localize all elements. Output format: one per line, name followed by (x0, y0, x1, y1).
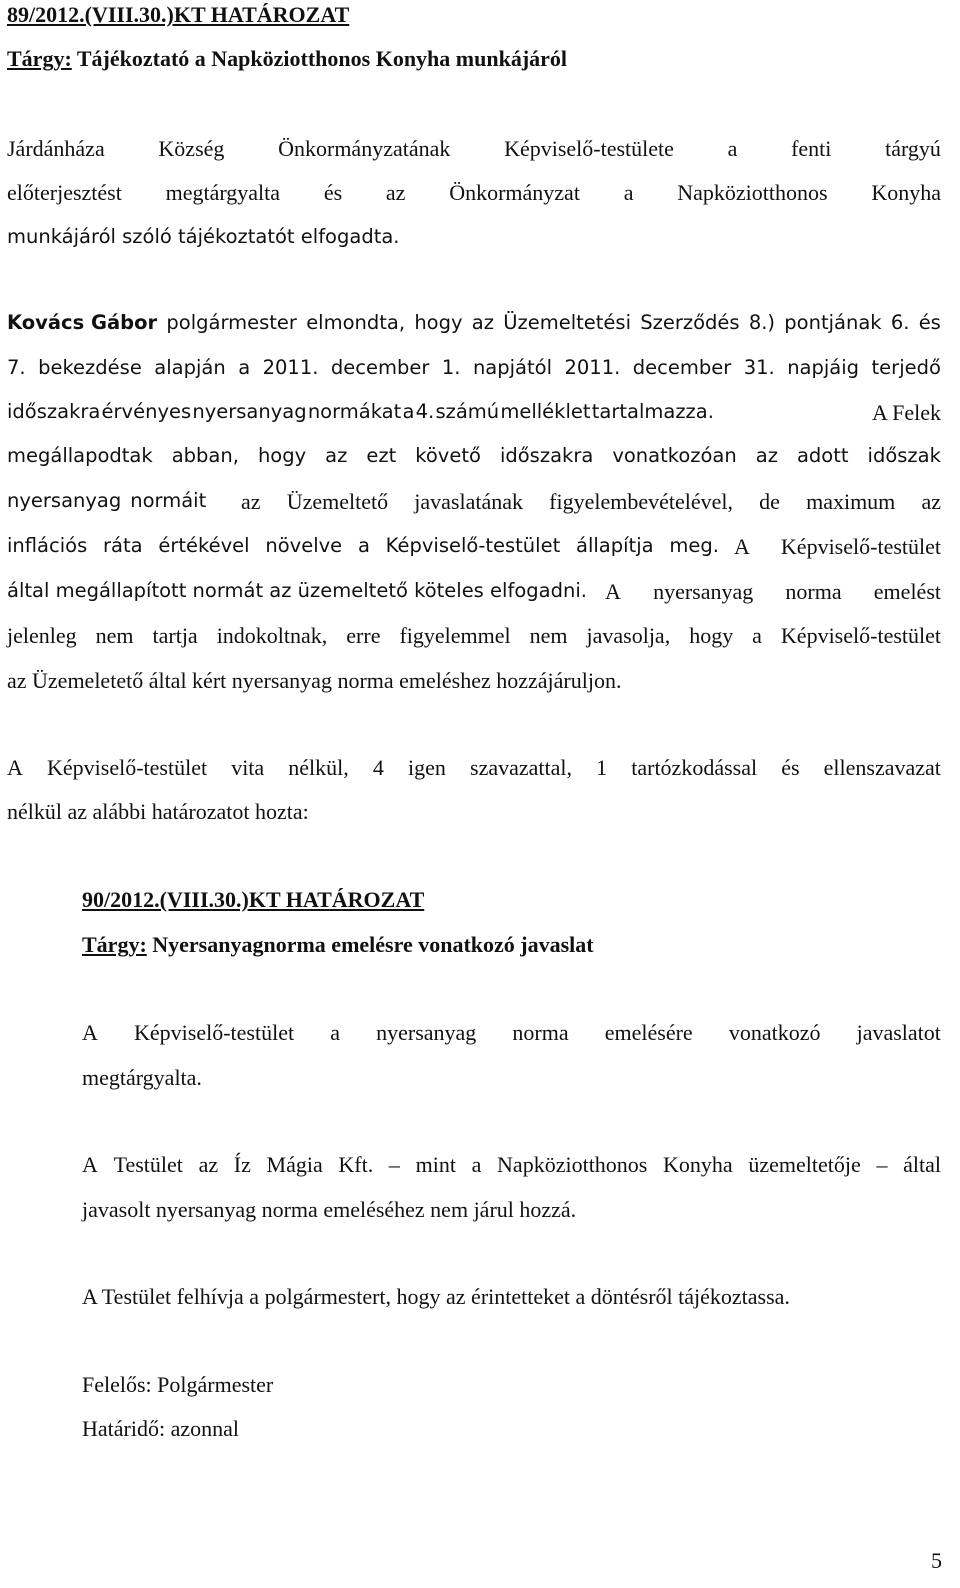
word: norma (785, 579, 842, 604)
word: tartalmazza. (591, 400, 714, 423)
word: Önkormányzatának (278, 136, 451, 161)
word: az (241, 489, 261, 514)
vote-line-1 (7, 755, 941, 781)
word: Község (158, 136, 225, 161)
word: vonatkozóan (612, 444, 737, 467)
deadline-line: Határidő: azonnal (82, 1416, 239, 1441)
word: javasolja, (586, 623, 671, 648)
word: a (727, 136, 738, 161)
resolution-1-subject (7, 46, 567, 72)
word: nem (529, 623, 568, 648)
word: 1. (441, 356, 461, 379)
word: az (755, 444, 778, 467)
word: meg. (669, 534, 719, 557)
report-line-7-sans: által megállapított normát az üzemeltető köteles elfogadni. (7, 579, 587, 602)
word: ellenszavazat (823, 755, 941, 780)
resolution-2-subject-text: Nyersanyagnorma emelésre vonatkozó javaslat (152, 932, 594, 957)
word: az (471, 311, 494, 334)
report-line-2 (7, 356, 941, 379)
word: 8.) (748, 311, 776, 334)
word: adott (796, 444, 849, 467)
word: és (918, 311, 941, 334)
word: erre (346, 623, 381, 648)
word: A (7, 755, 23, 780)
word: állapítja (576, 534, 654, 557)
word: elmondta, (306, 311, 406, 334)
word: vonatkozó (728, 1020, 821, 1045)
resolution-1-subject-text: Tájékoztató a Napköziotthonos Konyha munkájáról (76, 46, 568, 71)
word: a (623, 180, 634, 205)
word: – (876, 1152, 888, 1177)
word: a (238, 356, 251, 379)
report-line-3-serif: A Felek (871, 400, 941, 425)
word: A (82, 1152, 98, 1177)
word: Szerződés (640, 311, 740, 334)
word: 7. (7, 356, 26, 379)
word: alapján (154, 356, 226, 379)
word: tárgyú (885, 136, 941, 161)
word: az (385, 180, 406, 205)
word: érvényes (101, 400, 192, 423)
word: Képviselő-testülete (504, 136, 674, 161)
word: 6. (890, 311, 910, 334)
word: és (323, 180, 343, 205)
word: emelést (873, 579, 941, 604)
resolution-2-paragraph-1-line-2: megtárgyalta. (82, 1065, 202, 1090)
word: időszakra (7, 400, 101, 423)
word: az (921, 489, 941, 514)
resolution-1-body-line-2 (7, 180, 941, 206)
word: követő (415, 444, 481, 467)
word: december (330, 356, 430, 379)
word: javaslatának (414, 489, 523, 514)
word: Képviselő-testület (47, 755, 208, 780)
word: Konyha (663, 1152, 733, 1177)
word: megtárgyalta (165, 180, 281, 205)
word: 4. (415, 400, 435, 423)
word: Íz (233, 1152, 251, 1177)
word: Napköziotthonos (677, 180, 828, 205)
report-line-5 (7, 489, 941, 515)
word: inflációs (7, 534, 88, 557)
word: időszakra (499, 444, 594, 467)
word: nyersanyag (376, 1020, 477, 1045)
word: fenti (791, 136, 832, 161)
word: polgármester (166, 311, 297, 334)
word: hogy (689, 623, 734, 648)
word: a (402, 400, 415, 423)
word: 4 (372, 755, 384, 780)
word: Üzemeltetési (503, 311, 631, 334)
word: ráta (103, 534, 143, 557)
word: figyelemmel (399, 623, 511, 648)
word: nyersanyag (7, 489, 122, 512)
report-line-3-sans (7, 400, 714, 426)
report-line-1 (7, 311, 941, 334)
word: jelenleg (7, 623, 77, 648)
word: az (198, 1152, 219, 1177)
word: Járdánháza (7, 136, 105, 161)
report-line-6-serif (734, 534, 941, 560)
word: Képviselő-testület (780, 623, 941, 648)
word: A (82, 1020, 98, 1045)
word: számú (435, 400, 500, 423)
word: Testület (113, 1152, 183, 1177)
word: a (330, 1020, 340, 1045)
word: értékével (158, 534, 250, 557)
word: melléklet (500, 400, 591, 423)
word: Mágia (266, 1152, 323, 1177)
word: nyersanyag (653, 579, 754, 604)
word: ezt (366, 444, 397, 467)
word: december (632, 356, 732, 379)
word: napjáig (787, 356, 860, 379)
report-line-4 (7, 444, 941, 467)
word: a (471, 1152, 482, 1177)
word: normákat (307, 400, 402, 423)
resolution-2-paragraph-2-line-1 (82, 1152, 941, 1178)
resolution-2-subject-label: Tárgy: (82, 932, 147, 957)
word: nélkül, (288, 755, 349, 780)
report-line-7 (7, 579, 941, 605)
word: megállapodtak (7, 444, 153, 467)
word: tartja (152, 623, 198, 648)
word: tartózkodással (631, 755, 758, 780)
word: A (605, 579, 621, 604)
report-line-8 (7, 623, 941, 649)
word: Kft. (338, 1152, 374, 1177)
vote-line-2: nélkül az alábbi határozatot hozta: (7, 799, 309, 824)
word: A (734, 534, 750, 559)
word: üzemeltetője (748, 1152, 861, 1177)
word: vita (231, 755, 265, 780)
word: 31. (743, 356, 775, 379)
word: időszak (867, 444, 941, 467)
word: és (781, 755, 800, 780)
word: bekezdése (38, 356, 142, 379)
report-line-7-serif (605, 579, 941, 605)
resolution-2-number: 90/2012.(VIII.30.)KT HATÁROZAT (82, 887, 425, 912)
word: 2011. (564, 356, 621, 379)
word: mint (415, 1152, 456, 1177)
word: 1 (596, 755, 608, 780)
word: pontjának (784, 311, 882, 334)
word: igen (408, 755, 446, 780)
word: Képviselő-testület (780, 534, 941, 559)
word: Napköziotthonos (497, 1152, 648, 1177)
word: 2011. (262, 356, 319, 379)
word: Képviselő-testület (134, 1020, 295, 1045)
word: Képviselő-testület (385, 534, 561, 557)
word: figyelembevételével, (549, 489, 733, 514)
word: norma (512, 1020, 569, 1045)
report-line-6-sans (7, 534, 719, 560)
page-number: 5 (931, 1548, 942, 1573)
report-line-5-serif (241, 489, 941, 515)
word: maximum (806, 489, 896, 514)
word: előterjesztést (7, 180, 122, 205)
report-line-5-sans (7, 489, 206, 515)
responsible-line: Felelős: Polgármester (82, 1372, 274, 1397)
word: indokoltnak, (216, 623, 328, 648)
report-line-3 (7, 400, 941, 426)
resolution-2-paragraph-1-line-1 (82, 1020, 941, 1046)
word: javaslatot (856, 1020, 941, 1045)
word: abban, (171, 444, 239, 467)
resolution-1-body-line-1 (7, 136, 941, 162)
word: az (325, 444, 348, 467)
resolution-2-subject (82, 932, 594, 958)
resolution-1-subject-label: Tárgy: (7, 46, 72, 71)
word: növelve (265, 534, 343, 557)
resolution-1-body-line-3: munkájáról szóló tájékoztatót elfogadta. (7, 225, 400, 248)
word: Üzemeltető (286, 489, 389, 514)
word: a (752, 623, 762, 648)
resolution-2-paragraph-2-line-2: javasolt nyersanyag norma emeléséhez nem járul hozzá. (82, 1197, 577, 1222)
word: normáit (130, 489, 207, 512)
word: a (357, 534, 370, 557)
word: Önkormányzat (449, 180, 580, 205)
report-speaker: Kovács Gábor (7, 311, 158, 334)
word: szavazattal, (470, 755, 573, 780)
resolution-1-number: 89/2012.(VIII.30.)KT HATÁROZAT (7, 2, 350, 27)
word: által (903, 1152, 941, 1177)
word: – (388, 1152, 400, 1177)
word: napjától (472, 356, 552, 379)
word: nem (95, 623, 134, 648)
word: hogy (257, 444, 307, 467)
word: hogy (414, 311, 463, 334)
word: terjedő (871, 356, 941, 379)
word: emelésére (604, 1020, 693, 1045)
report-line-6 (7, 534, 941, 560)
word: Konyha (871, 180, 941, 205)
word: nyersanyag (192, 400, 307, 423)
resolution-2-paragraph-3: A Testület felhívja a polgármestert, hogy az érintetteket a döntésről tájékoztassa. (82, 1284, 790, 1309)
word: de (759, 489, 780, 514)
report-line-9: az Üzemeletető által kért nyersanyag norma emeléshez hozzájáruljon. (7, 668, 622, 693)
